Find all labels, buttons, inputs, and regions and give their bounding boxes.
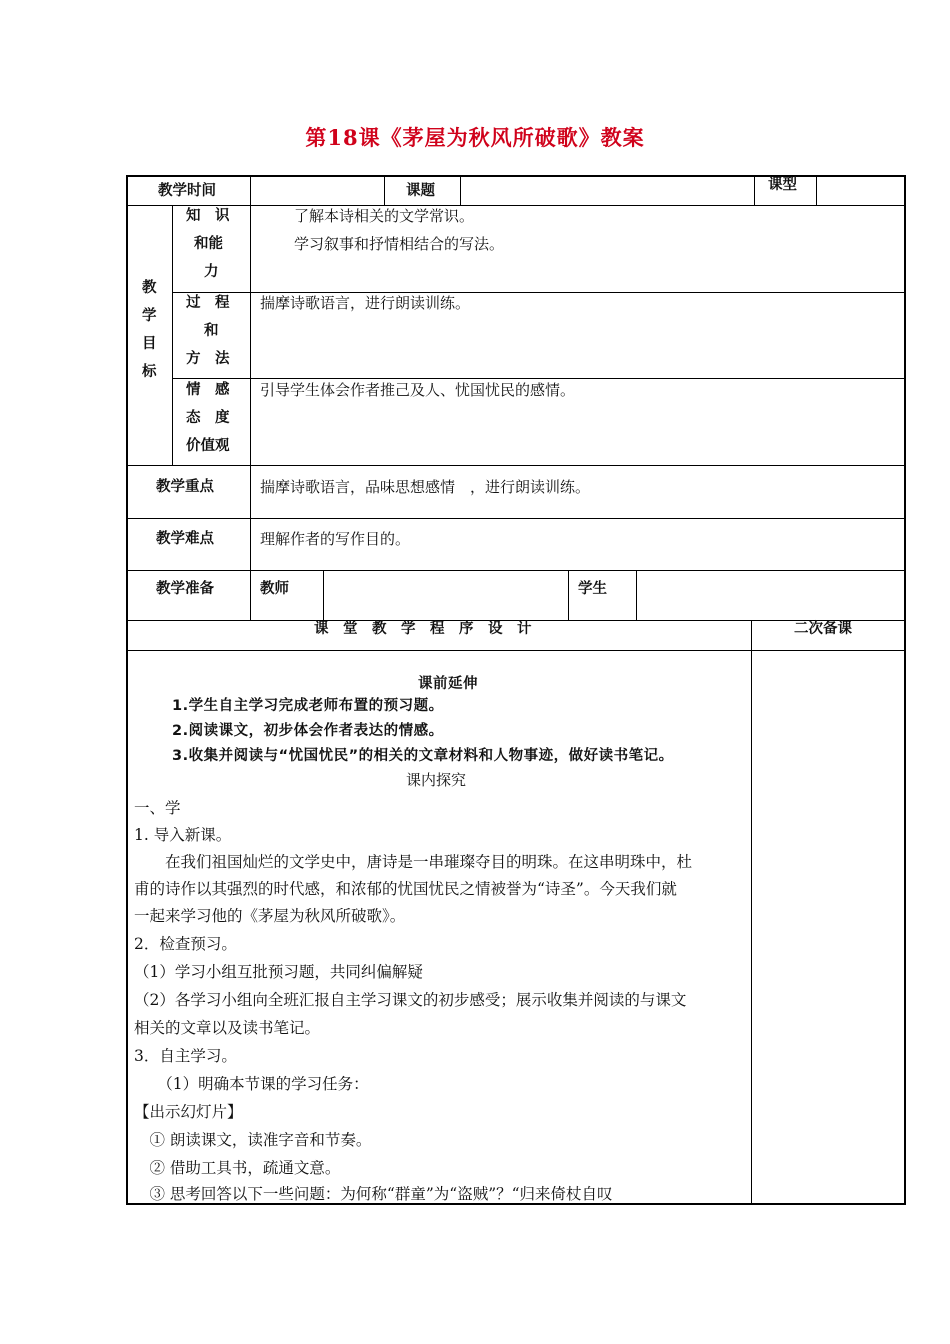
body-line: 一起来学习他的《茅屋为秋风所破歌》。	[134, 907, 406, 925]
topic-label: 课题	[406, 183, 435, 199]
row-divider	[126, 518, 906, 519]
goals-label-char: 教	[142, 280, 157, 296]
page-title: 第18课《茅屋为秋风所破歌》教案	[305, 125, 645, 150]
in-class-heading: 课内探究	[406, 771, 467, 789]
col-divider	[384, 175, 385, 205]
teacher-label: 教师	[260, 581, 289, 597]
col-divider	[250, 205, 251, 570]
second-prep-label: 二次备课	[794, 621, 852, 637]
knowledge-label: 知 识	[186, 208, 230, 224]
col-divider	[250, 175, 251, 205]
design-header-label: 课 堂 教 学 程 序 设 计	[314, 621, 532, 637]
col-divider	[460, 175, 461, 205]
col-divider	[751, 620, 752, 1205]
preparation-label: 教学准备	[156, 581, 214, 597]
lesson-type-label: 课型	[768, 177, 797, 193]
key-point-text: 揣摩诗歌语言，品味思想感情 ，进行朗读训练。	[260, 478, 591, 496]
pre-class-item: 3.收集并阅读与“忧国忧民”的相关的文章材料和人物事迹，做好读书笔记。	[172, 748, 674, 764]
body-line: ② 借助工具书，疏通文意。	[134, 1159, 341, 1177]
student-label: 学生	[578, 581, 607, 597]
row-divider	[126, 650, 906, 651]
body-line: （1）明确本节课的学习任务：	[134, 1075, 369, 1093]
body-line: 2．检查预习。	[134, 935, 237, 953]
body-line: （2）各学习小组向全班汇报自主学习课文的初步感受；展示收集并阅读的与课文	[134, 991, 687, 1009]
pre-class-item: 2.阅读课文，初步体会作者表达的情感。	[172, 723, 444, 739]
knowledge-label: 和能	[194, 236, 223, 252]
body-line: 3．自主学习。	[134, 1047, 237, 1065]
emotion-label: 态 度	[186, 410, 230, 426]
knowledge-goal-line: 学习叙事和抒情相结合的写法。	[294, 235, 505, 253]
row-divider	[126, 570, 906, 571]
table-border-bottom	[126, 1203, 906, 1205]
difficulty-text: 理解作者的写作目的。	[260, 530, 411, 548]
process-goal-line: 揣摩诗歌语言，进行朗读训练。	[260, 294, 471, 312]
row-divider	[126, 465, 906, 466]
process-label: 过 程	[186, 295, 230, 311]
body-line: （1）学习小组互批预习题，共同纠偏解疑	[134, 963, 423, 981]
key-point-label: 教学重点	[156, 479, 214, 495]
body-line: 在我们祖国灿烂的文学史中，唐诗是一串璀璨夺目的明珠。在这串明珠中，杜	[134, 853, 693, 871]
teaching-time-label: 教学时间	[158, 183, 216, 199]
body-line: 相关的文章以及读书笔记。	[134, 1019, 321, 1037]
body-line: 【出示幻灯片】	[134, 1103, 243, 1121]
lesson-plan-table	[126, 175, 906, 1205]
emotion-label: 价值观	[186, 438, 230, 454]
knowledge-label: 力	[204, 264, 219, 280]
process-label: 方 法	[186, 351, 230, 367]
col-divider	[172, 205, 173, 465]
goals-label-char: 目	[142, 336, 157, 352]
row-divider	[126, 205, 906, 206]
table-border-left	[126, 175, 128, 1205]
col-divider	[323, 570, 324, 620]
table-border-right	[904, 175, 906, 1205]
col-divider	[250, 570, 251, 620]
col-divider	[568, 570, 569, 620]
emotion-goal-line: 引导学生体会作者推己及人、忧国忧民的感情。	[260, 381, 576, 399]
body-line: 一、学	[134, 799, 181, 817]
goals-label-char: 学	[142, 308, 157, 324]
pre-class-item: 1.学生自主学习完成老师布置的预习题。	[172, 698, 444, 714]
body-line: 1. 导入新课。	[134, 826, 232, 844]
process-label: 和	[204, 323, 219, 339]
knowledge-goal-line: 了解本诗相关的文学常识。	[294, 207, 475, 225]
body-line: ① 朗读课文，读准字音和节奏。	[134, 1131, 372, 1149]
col-divider	[636, 570, 637, 620]
col-divider	[754, 175, 755, 205]
row-divider	[172, 378, 906, 379]
col-divider	[816, 175, 817, 205]
pre-class-heading: 课前延伸	[418, 676, 478, 692]
goals-label-char: 标	[142, 364, 157, 380]
body-line: 甫的诗作以其强烈的时代感，和浓郁的忧国忧民之情被誉为“诗圣”。今天我们就	[134, 880, 677, 898]
body-line: ③ 思考回答以下一些问题：为何称“群童”为“盗贼”？“归来倚杖自叹	[134, 1185, 613, 1203]
row-divider	[172, 292, 906, 293]
difficulty-label: 教学难点	[156, 531, 214, 547]
emotion-label: 情 感	[186, 382, 230, 398]
